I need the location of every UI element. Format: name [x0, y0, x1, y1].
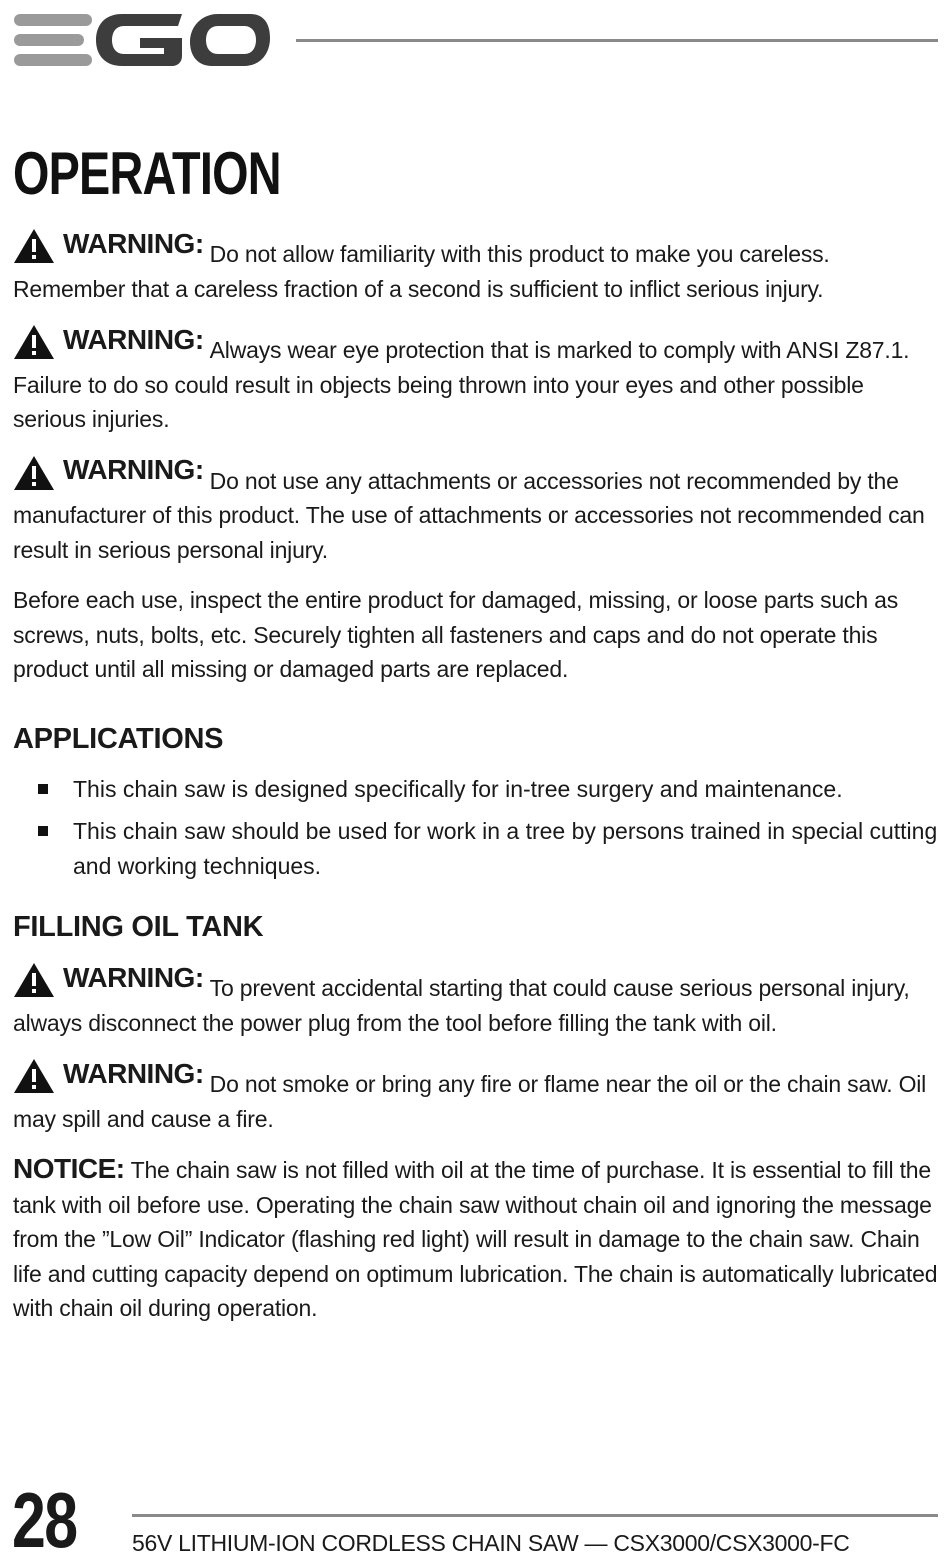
warning-label: WARNING:	[13, 1056, 204, 1092]
warning-text: Always wear eye protection that is marked to comply with ANSI Z87.1. Failure to do so could result in objects being thrown into your eyes and other possible serious injuries.	[13, 337, 910, 432]
inspect-paragraph: Before each use, inspect the entire product for damaged, missing, or loose parts such as screws, nuts, bolts, etc. Securely tighten all fasteners and caps and do not operate this product until all missing or damaged parts are replaced.	[13, 587, 899, 682]
warning-text: Do not allow familiarity with this product to make you careless. Remember that a careless fraction of a second is sufficient to inflict serious injury.	[13, 241, 830, 302]
ego-logo	[12, 10, 272, 70]
warning-paragraph	[13, 960, 941, 1040]
warning-text: Do not smoke or bring any fire or flame near the oil or the chain saw. Oil may spill and cause a fire.	[13, 1071, 927, 1132]
warning-text: Do not use any attachments or accessories not recommended by the manufacturer of this product. The use of attachments or accessories not recommended can result in serious personal injury.	[13, 467, 925, 563]
warning-label: WARNING:	[13, 226, 204, 262]
product-title: 56V LITHIUM-ION CORDLESS CHAIN SAW — CSX3000/CSX3000-FC	[132, 1530, 850, 1556]
warning-triangle-icon	[13, 962, 55, 998]
warning-triangle-icon	[13, 324, 55, 360]
applications-list	[13, 772, 941, 884]
notice-text: The chain saw is not filled with oil at the time of purchase. It is essential to fill the tank with oil before use. Operating the chain saw without chain oil and ignoring the message from the ”Low Oil” Indicator (flashing red light) will result in damage to the chain saw. Chain life and cutting capacity depend on optimum lubrication. The chain is automatically lubricated with chain oil during operation.	[13, 1157, 938, 1321]
notice-label: NOTICE:	[13, 1153, 125, 1184]
warning-label: WARNING:	[13, 453, 204, 489]
bullet-square-icon	[38, 784, 48, 794]
filling-oil-tank-heading: FILLING OIL TANK	[13, 911, 264, 943]
warning-label: WARNING:	[13, 960, 204, 996]
warning-paragraph	[13, 453, 941, 568]
page-footer	[0, 1470, 950, 1568]
page-number: 28	[12, 1476, 77, 1564]
list-item: This chain saw should be used for work in a tree by persons trained in special cutting and working techniques.	[13, 814, 941, 883]
warning-paragraph	[13, 322, 941, 437]
applications-heading: APPLICATIONS	[13, 722, 224, 755]
notice-paragraph	[13, 1152, 941, 1326]
warning-triangle-icon	[13, 455, 55, 491]
header-rule	[296, 39, 938, 42]
list-item: This chain saw is designed specifically for in-tree surgery and maintenance.	[13, 772, 941, 807]
warning-triangle-icon	[13, 228, 55, 264]
bullet-square-icon	[38, 826, 48, 836]
warning-text: To prevent accidental starting that could cause serious personal injury, always disconnect the power plug from the tool before filling the tank with oil.	[13, 975, 910, 1036]
page-title: OPERATION	[13, 140, 281, 207]
footer-rule	[132, 1514, 938, 1517]
warning-label: WARNING:	[13, 322, 204, 358]
warning-paragraph	[13, 1056, 941, 1136]
warning-triangle-icon	[13, 1058, 55, 1094]
page-content	[13, 138, 941, 1342]
page-header	[0, 0, 950, 80]
warning-paragraph	[13, 226, 941, 306]
